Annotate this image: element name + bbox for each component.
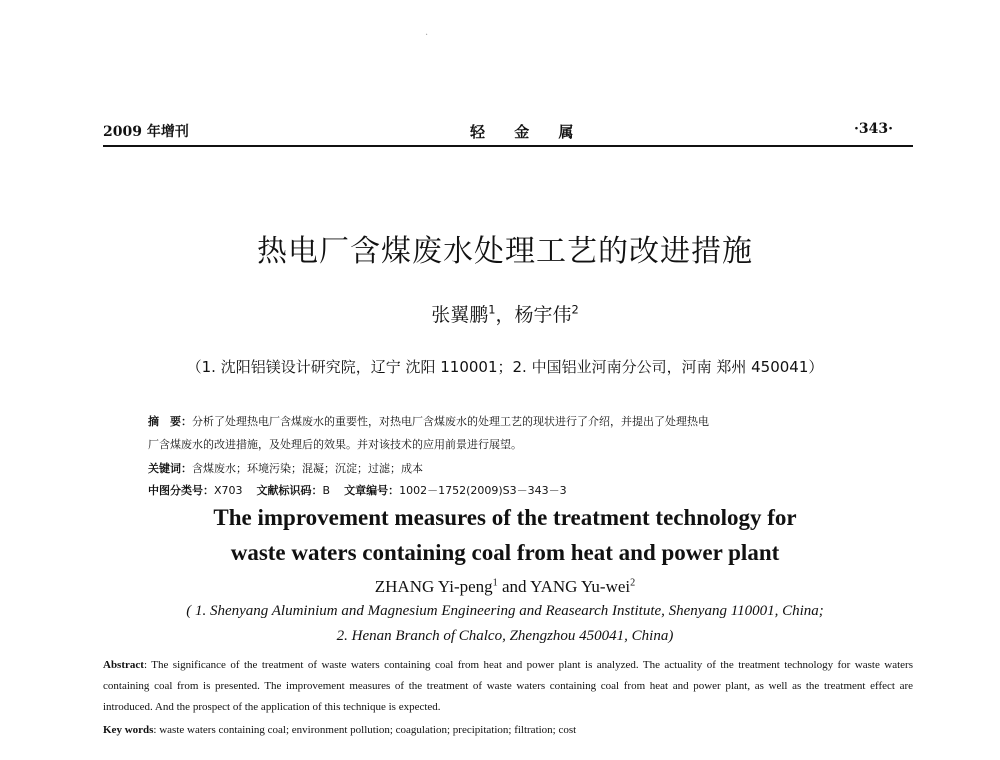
keywords-en: [103, 720, 913, 741]
author-2-en-sup: 2: [630, 577, 636, 589]
abstract-cn-text-1: 分析了处理热电厂含煤废水的重要性，对热电厂含煤废水的处理工艺的现状进行了介绍，并提出了处理热电: [192, 415, 709, 428]
title-en-line2: waste waters containing coal from heat and power plant: [230, 540, 780, 565]
clc-value: X703: [214, 484, 243, 497]
author-2-sup: 2: [571, 302, 579, 317]
scan-mark: ·: [425, 30, 429, 41]
abstract-en: [103, 655, 913, 718]
abstract-cn-text-2: 厂含煤废水的改进措施，及处理后的效果。并对该技术的应用前景进行展望。: [148, 438, 522, 451]
header-rule: [103, 145, 913, 147]
keywords-en-text: : waste waters containing coal; environment pollution; coagulation; precipitation; filtration; cost: [153, 724, 577, 736]
author-1-cn: 张翼鹏: [431, 304, 489, 326]
doc-code-value: B: [322, 484, 331, 497]
title-cn: 热电厂含煤废水处理工艺的改进措施: [257, 234, 753, 269]
author-1-en-sup: 1: [492, 577, 498, 589]
keywords-cn: [148, 460, 423, 476]
author-1-sup: 1: [488, 302, 496, 317]
author-1-en: ZHANG Yi-peng: [374, 577, 493, 596]
article-no-label: 文章编号：: [344, 484, 400, 497]
title-en-line1: The improvement measures of the treatment technology for: [213, 505, 797, 530]
affiliation-en-line1: ( 1. Shenyang Aluminium and Magnesium Engineering and Reasearch Institute, Shenyang 110001, China;: [186, 603, 824, 619]
authors-cn: [100, 300, 910, 327]
classification-line: [148, 482, 567, 498]
journal-name: 轻 金 属: [470, 123, 586, 141]
affiliation-cn: （1. 沈阳铝镁设计研究院，辽宁 沈阳 110001；2. 中国铝业河南分公司，河南 郑州 450041）: [186, 358, 824, 376]
abstract-en-text: : The significance of the treatment of waste waters containing coal from heat and power plant is analyzed. The actuality of the treatment technology for waste waters containing coal from is presented. The improvement measures of the treatment of waste waters containing coal from heat and power plant, as well as the treatment effect are introduced. And the prospect of the application of this technique is expected.: [103, 659, 913, 713]
clc-label: 中图分类号：: [148, 484, 214, 497]
author-and: and: [497, 577, 531, 596]
abstract-cn-line1: [148, 413, 709, 429]
authors-en: [100, 577, 910, 597]
keywords-cn-text: 含煤废水；环境污染；混凝；沉淀；过滤；成本: [192, 462, 423, 475]
abstract-cn-label: 摘 要：: [148, 415, 192, 428]
issue-label: 2009 年增刊: [103, 124, 189, 140]
author-2-cn: 杨宇伟: [514, 304, 572, 326]
article-no-value: 1002－1752(2009)S3－343－3: [399, 484, 567, 497]
page-number: ·343·: [854, 121, 893, 137]
affiliation-en-line2: 2. Henan Branch of Chalco, Zhengzhou 450041, China): [336, 628, 674, 644]
author-sep: ，: [495, 304, 515, 326]
keywords-cn-label: 关键词：: [148, 462, 192, 475]
abstract-en-label: Abstract: [103, 659, 144, 671]
doc-code-label: 文献标识码：: [256, 484, 323, 497]
keywords-en-label: Key words: [103, 724, 154, 736]
author-2-en: YANG Yu-wei: [530, 577, 631, 596]
